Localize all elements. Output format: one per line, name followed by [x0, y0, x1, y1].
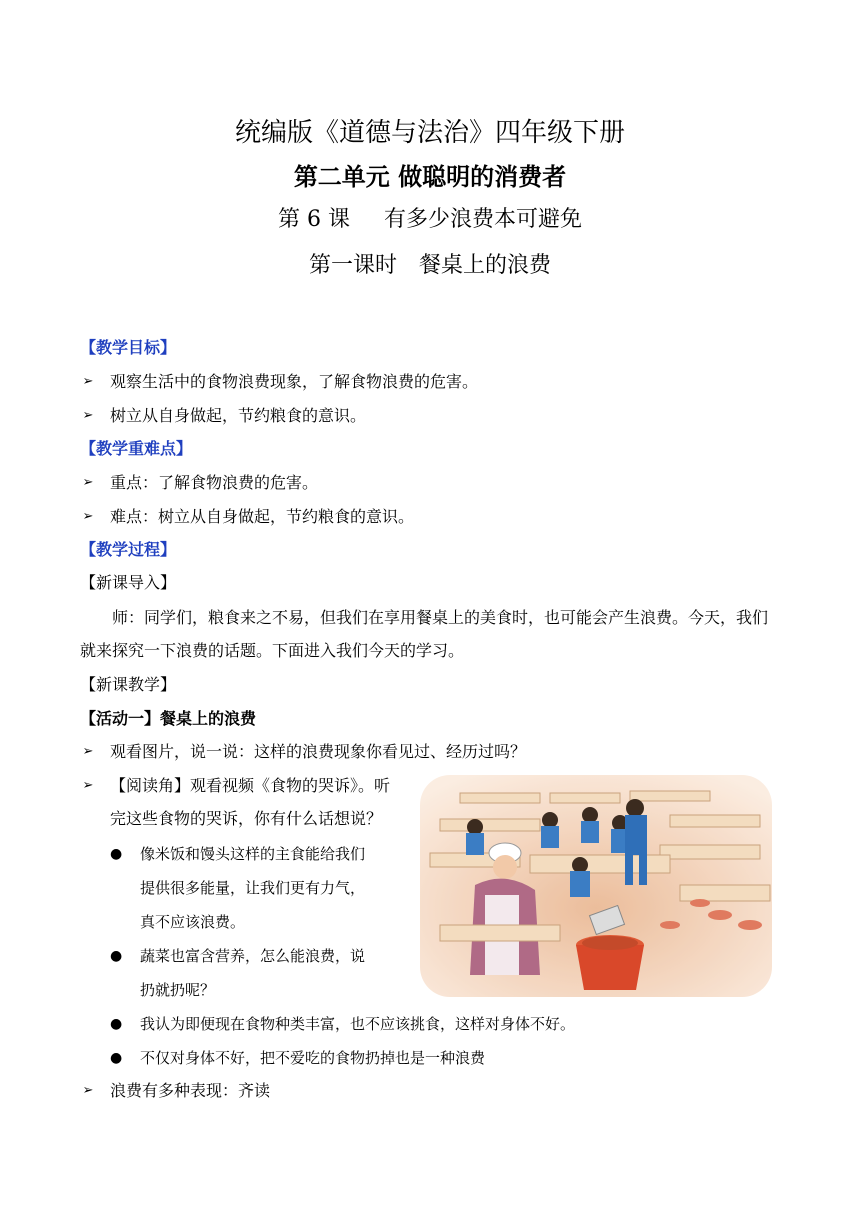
canteen-illustration	[420, 775, 772, 997]
teach-heading: 【新课教学】	[80, 675, 177, 694]
intro-heading: 【新课导入】	[80, 573, 177, 592]
dot-bullet-icon: ●	[110, 1050, 123, 1066]
dot-bullet-icon: ●	[110, 846, 123, 862]
arrow-bullet-icon: ➢	[82, 374, 94, 389]
activity-heading: 【活动一】餐桌上的浪费	[80, 709, 257, 728]
dot-bullet-icon: ●	[110, 1016, 123, 1032]
process-heading: 【教学过程】	[80, 540, 177, 559]
intro-paragraph: 师：同学们，粮食来之不易，但我们在享用餐桌上的美食时，也可能会产生浪费。今天，我们就来探究一下浪费的话题。下面进入我们今天的学习。	[80, 608, 769, 660]
arrow-bullet-icon: ➢	[82, 475, 94, 490]
arrow-bullet-icon: ➢	[82, 408, 94, 423]
arrow-bullet-icon: ➢	[82, 778, 94, 793]
dot-bullet-icon: ●	[110, 948, 123, 964]
goals-heading: 【教学目标】	[80, 338, 177, 357]
lesson-title: 第 6 课 有多少浪费本可避免	[278, 207, 582, 232]
activity-bullet-continuation: 完这些食物的哭诉，你有什么话想说？	[110, 809, 383, 828]
arrow-bullet-icon: ➢	[82, 509, 94, 524]
arrow-bullet-icon: ➢	[82, 1083, 94, 1098]
period-title: 第一课时 餐桌上的浪费	[308, 253, 552, 278]
keypoints-heading: 【教学重难点】	[80, 439, 193, 458]
arrow-bullet-icon: ➢	[82, 744, 94, 759]
document-title: 统编版《道德与法治》四年级下册	[234, 118, 625, 148]
unit-title: 第二单元 做聪明的消费者	[293, 163, 567, 191]
